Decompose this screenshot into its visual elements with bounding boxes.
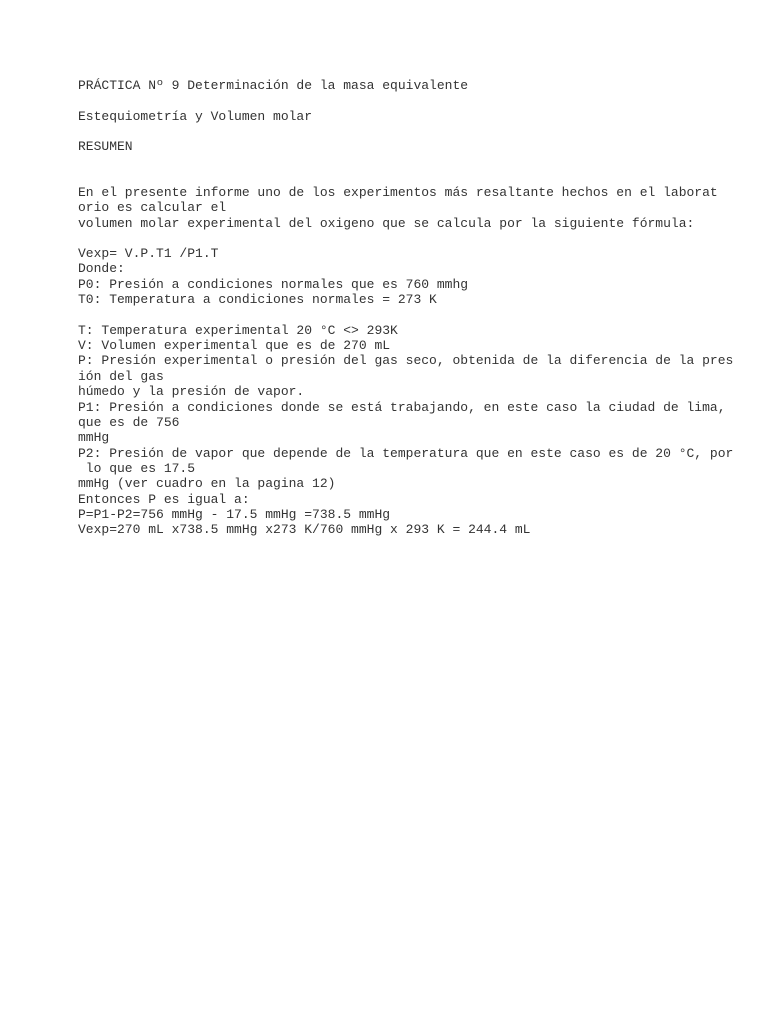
variable-line: que es de 756	[78, 415, 180, 430]
formula-line: P0: Presión a condiciones normales que es 760 mmhg	[78, 277, 469, 292]
variable-line: húmedo y la presión de vapor.	[78, 384, 305, 399]
variable-line: P2: Presión de vapor que depende de la temperatura que en este caso es de 20 °C, por	[78, 446, 734, 461]
variable-line: P: Presión experimental o presión del gas seco, obtenida de la diferencia de la pres	[78, 353, 734, 368]
document-subtitle: Estequiometría y Volumen molar	[78, 109, 313, 124]
formula-line: Vexp= V.P.T1 /P1.T	[78, 246, 219, 261]
formula-line: T0: Temperatura a condiciones normales = 273 K	[78, 292, 437, 307]
variable-line: mmHg	[78, 430, 110, 445]
variable-line: Entonces P es igual a:	[78, 492, 250, 507]
intro-line: volumen molar experimental del oxigeno que se calcula por la siguiente fórmula:	[78, 216, 695, 231]
variable-line: Vexp=270 mL x738.5 mmHg x273 K/760 mmHg x 293 K = 244.4 mL	[78, 522, 531, 537]
variable-line: V: Volumen experimental que es de 270 mL	[78, 338, 391, 353]
formula-line: Donde:	[78, 261, 125, 276]
document-title: PRÁCTICA Nº 9 Determinación de la masa equivalente	[78, 78, 469, 93]
variable-line: P1: Presión a condiciones donde se está trabajando, en este caso la ciudad de lima,	[78, 400, 726, 415]
variable-line: T: Temperatura experimental 20 °C <> 293K	[78, 323, 398, 338]
variable-line: lo que es 17.5	[78, 461, 196, 476]
section-heading: RESUMEN	[78, 139, 133, 154]
variable-line: mmHg (ver cuadro en la pagina 12)	[78, 476, 336, 491]
intro-line: En el presente informe uno de los experimentos más resaltante hechos en el laborat	[78, 185, 718, 200]
intro-line: orio es calcular el	[78, 200, 227, 215]
variable-line: P=P1-P2=756 mmHg - 17.5 mmHg =738.5 mmHg	[78, 507, 391, 522]
variable-line: ión del gas	[78, 369, 164, 384]
